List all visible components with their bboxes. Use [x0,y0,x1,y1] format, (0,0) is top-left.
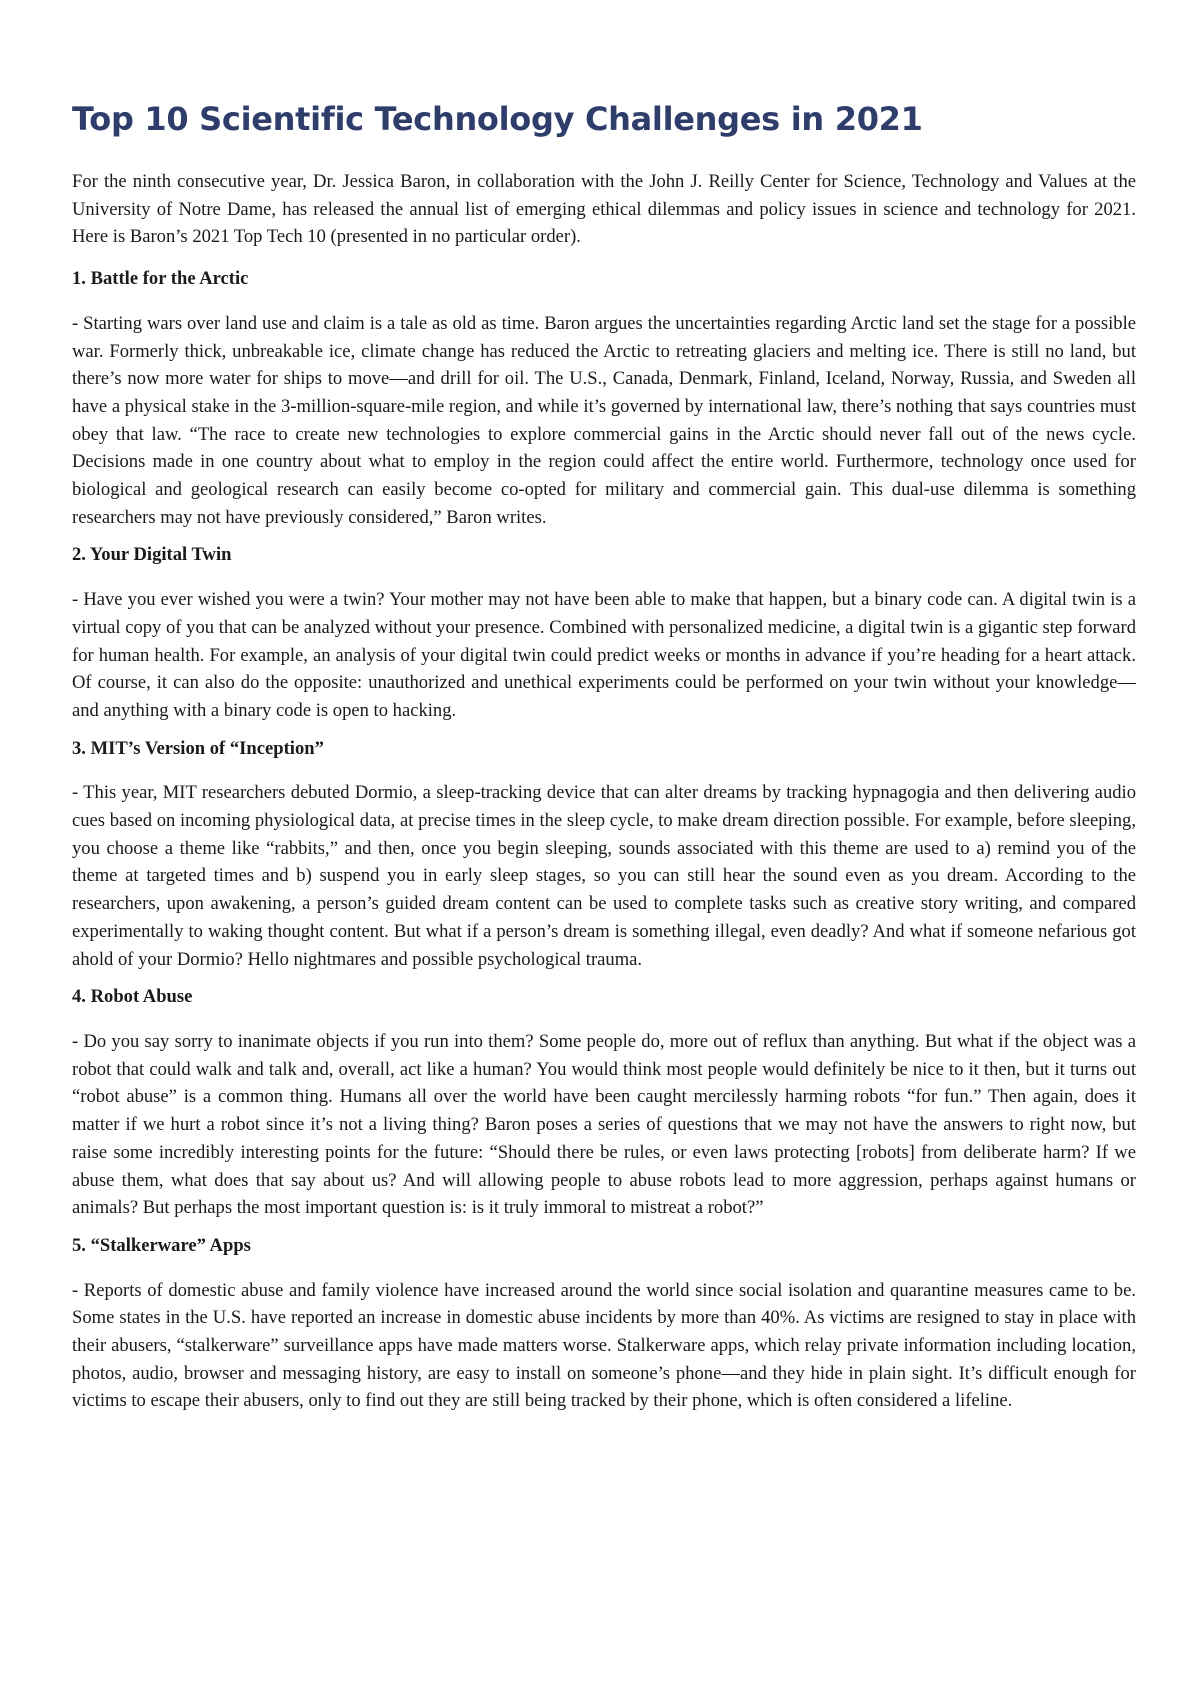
section-body: - Reports of domestic abuse and family violence have increased around the world since social isolation and quarantine measures came to be. Some states in the U.S. have reported an increase in domestic abuse incidents by more than 40%. As victims are resigned to stay in place with their abusers, “stalkerware” surveillance apps have made matters worse. Stalkerware apps, which relay private information including location, photos, audio, browser and messaging history, are easy to install on someone’s phone—and they hide in plain sight. It’s difficult enough for victims to escape their abusers, only to find out they are still being tracked by their phone, which is often considered a lifeline. [72,1279,1136,1412]
section-body: - This year, MIT researchers debuted Dormio, a sleep-tracking device that can alter dreams by tracking hypnagogia and then delivering audio cues based on incoming physiological data, at precise times in the sleep cycle, to make dream direction possible. For example, before sleeping, you choose a theme like “rabbits,” and then, once you begin sleeping, sounds associated with this theme are used to a) remind you of the theme at targeted times and b) suspend you in early sleep stages, so you can still hear the sound even as you dream. According to the researchers, upon awakening, a person’s guided dream content can be used to complete tasks such as creative story writing, and compared experimentally to waking thought content. But what if a person’s dream is something illegal, even deadly? And what if someone nefarious got ahold of your Dormio? Hello nightmares and possible psychological trauma. [72,782,1136,970]
section-4 [72,983,1136,1222]
section-body: - Have you ever wished you were a twin? Your mother may not have been able to make that happen, but a binary code can. A digital twin is a virtual copy of you that can be analyzed without your presence. Combined with personalized medicine, a digital twin is a gigantic step forward for human health. For example, an analysis of your digital twin could predict weeks or months in advance if you’re heading for a heart attack. Of course, it can also do the opposite: unauthorized and unethical experiments could be performed on your twin without your knowledge—and anything with a binary code is open to hacking. [72,589,1136,721]
section-body: - Starting wars over land use and claim is a tale as old as time. Baron argues the uncertainties regarding Arctic land set the stage for a possible war. Formerly thick, unbreakable ice, climate change has reduced the Arctic to retreating glaciers and melting ice. There is still no land, but there’s now more water for ships to move—and drill for oil. The U.S., Canada, Denmark, Finland, Iceland, Norway, Russia, and Sweden all have a physical stake in the 3-million-square-mile region, and while it’s governed by international law, there’s nothing that says countries must obey that law. “The race to create new technologies to explore commercial gains in the Arctic should never fall out of the news cycle. Decisions made in one country about what to employ in the region could affect the entire world. Furthermore, technology once used for biological and geological research can easily become co-opted for military and commercial gain. This dual-use dilemma is something researchers may not have previously considered,” Baron writes. [72,312,1136,528]
section-2 [72,541,1136,724]
section-heading: 3. MIT’s Version of “Inception” [72,737,324,759]
section-heading: 5. “Stalkerware” Apps [72,1234,251,1256]
document-title: Top 10 Scientific Technology Challenges in 2021 [72,100,923,138]
section-heading: 1. Battle for the Arctic [72,268,249,290]
section-heading: 2. Your Digital Twin [72,544,232,566]
section-5 [72,1232,1136,1415]
section-heading: 4. Robot Abuse [72,986,193,1008]
document-page [72,96,1136,1425]
section-body: - Do you say sorry to inanimate objects if you run into them? Some people do, more out of reflux than anything. But what if the object was a robot that could walk and talk and, overall, act like a human? You would think most people would definitely be nice to it then, but it turns out “robot abuse” is a common thing. Humans all over the world have been caught mercilessly harming robots “for fun.” Then again, does it matter if we hurt a robot since it’s not a living thing? Baron poses a series of questions that we may not have the answers to right now, but raise some incredibly interesting points for the future: “Should there be rules, or even laws protecting [robots] from deliberate harm? If we abuse them, what does that say about us? And will allowing people to abuse robots lead to more aggression, perhaps against humans or animals? But perhaps the most important question is: is it truly immoral to mistreat a robot?” [72,1030,1136,1219]
section-3 [72,735,1136,974]
intro-paragraph: For the ninth consecutive year, Dr. Jessica Baron, in collaboration with the John J. Reilly Center for Science, Technology and Values at the University of Notre Dame, has released the annual list of emerging ethical dilemmas and policy issues in science and technology for 2021. Here is Baron’s 2021 Top Tech 10 (presented in no particular order). [72,171,1136,248]
section-1 [72,265,1136,531]
